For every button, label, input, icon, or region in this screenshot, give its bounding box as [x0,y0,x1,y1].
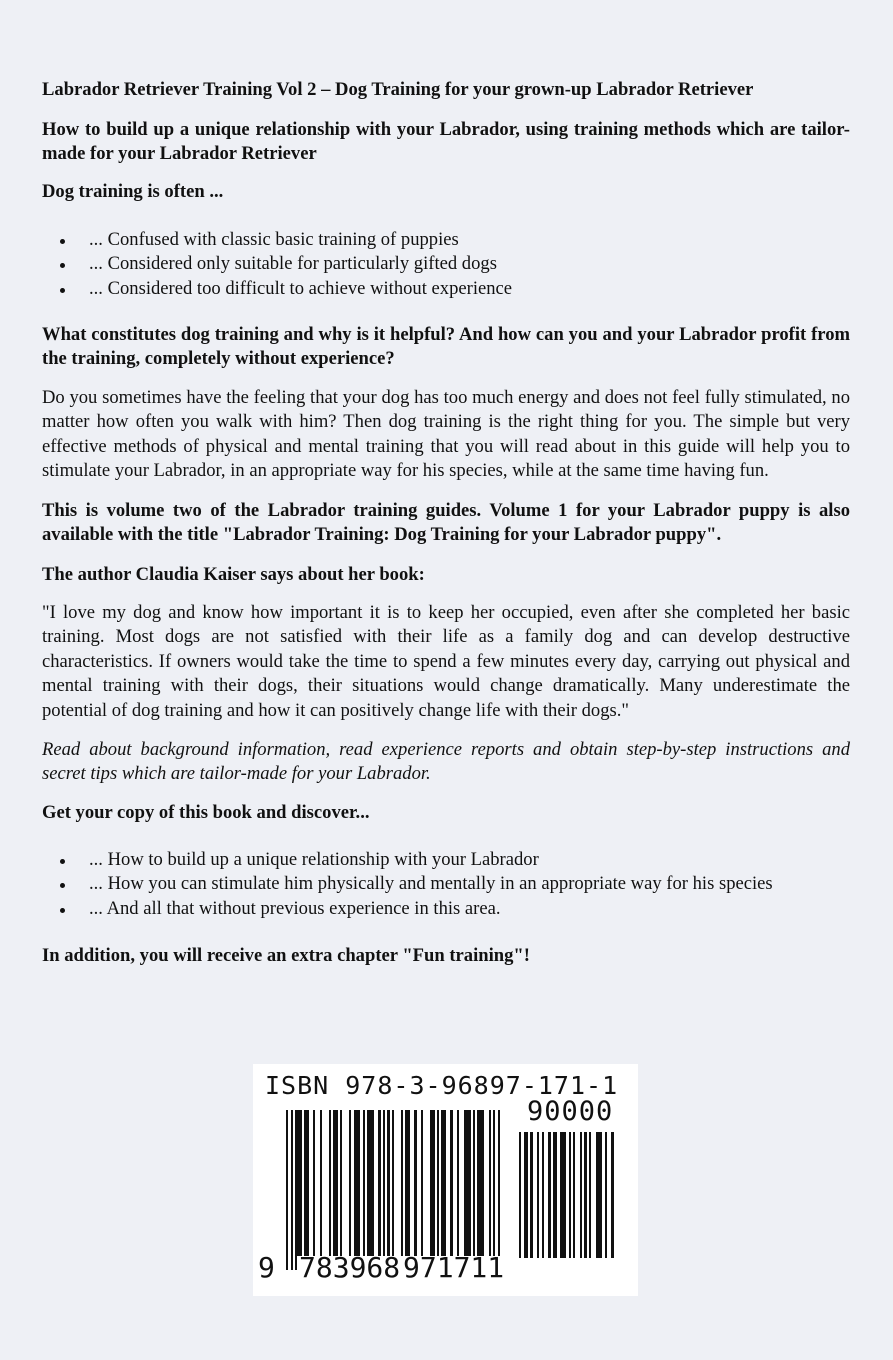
barcode-bar [401,1110,403,1270]
barcode-bar [464,1110,471,1270]
barcode-bar [560,1132,567,1258]
author-quote: "I love my dog and know how important it is to keep her occupied, even after she completed her basic training. Most dogs are not satisfied with their life as a family dog and can develop destructive characteristics. If owners would take the time to spend a few minutes every day, carrying out physical and mental training with their dogs, their situations would change dramatically. Many underestimate the potential of dog training and how it can positively change life with their dogs." [42,602,850,721]
barcode-bar [414,1110,416,1270]
barcode-bar [363,1110,365,1270]
barcode-bar [291,1110,293,1270]
italic-note: Read about background information, read experience reports and obtain step-by-step instructions and secret tips which are tailor-made for your Labrador. [42,739,850,785]
barcode-digits-right: 971711 [403,1251,505,1284]
barcode-bar [378,1110,380,1270]
barcode-bar [569,1132,571,1258]
author-heading: The author Claudia Kaiser says about her book: [42,564,425,585]
barcode-bar [392,1110,394,1270]
barcode-bar [367,1110,374,1270]
isbn-text: ISBN 978-3-96897-171-1 [265,1071,619,1100]
volume-note: This is volume two of the Labrador training guides. Volume 1 for your Labrador puppy is also available with the title "Labrador Training: Dog Training for your Labrador puppy". [42,500,850,546]
barcode-bar [580,1132,582,1258]
body-paragraph: Do you sometimes have the feeling that your dog has too much energy and does not feel fully stimulated, no matter how often you walk with him? Then dog training is the right thing for you. The simple but very effective methods of physical and mental training that you will read about in this guide will help you to stimulate your Labrador, in an appropriate way for his species, while at the same time having fun. [42,387,850,482]
barcode-bar [383,1110,385,1270]
list-item: ... Considered only suitable for particularly gifted dogs [42,252,850,276]
barcode-digits-left: 783968 [299,1251,401,1284]
barcode-bar [498,1110,500,1270]
barcode-bar [349,1110,351,1270]
price-code: 90000 [527,1096,614,1127]
barcode-bar [611,1132,613,1258]
question-heading: What constitutes dog training and why is it helpful? And how can you and your Labrador profit from the training, completely without experience? [42,324,850,370]
barcode-bar [519,1132,521,1258]
barcode-bar [553,1132,558,1258]
barcode-bar [450,1110,452,1270]
intro-bullet-list [42,228,850,301]
barcode-bar [542,1132,544,1258]
discover-bullet-list [42,848,850,921]
subtitle: How to build up a unique relationship with your Labrador, using training methods which are tailor-made for your Labrador Retriever [42,119,850,165]
barcode-bar [329,1110,331,1270]
barcode-bar [286,1110,288,1270]
barcode-bar [605,1132,607,1258]
list-item: ... How you can stimulate him physically and mentally in an appropriate way for his species [42,872,850,896]
barcode-bar [387,1110,389,1270]
barcode-bar [524,1132,529,1258]
barcode-bar [589,1132,591,1258]
barcode-bar [405,1110,410,1270]
barcode-bar [421,1110,423,1270]
list-item: ... How to build up a unique relationship with your Labrador [42,848,850,872]
discover-heading: Get your copy of this book and discover... [42,802,370,823]
barcode-bar [340,1110,342,1270]
barcode-bar [584,1132,586,1258]
barcode-bar [596,1132,603,1258]
intro-heading: Dog training is often ... [42,181,224,202]
barcode-bar [320,1110,322,1270]
barcode-bar [295,1110,302,1270]
barcode-bar [530,1132,532,1258]
barcode-bar [354,1110,361,1270]
barcode-bar [573,1132,575,1258]
barcode-bar [537,1132,539,1258]
isbn-barcode [253,1064,638,1296]
list-item: ... Considered too difficult to achieve without experience [42,277,850,301]
book-title: Labrador Retriever Training Vol 2 – Dog Training for your grown-up Labrador Retriever [42,79,754,100]
barcode-bar [493,1110,495,1270]
barcode-bar [457,1110,459,1270]
barcode-bar [477,1110,484,1270]
barcode-digit-first: 9 [258,1251,275,1284]
barcode-bar [304,1110,309,1270]
barcode-bars-main [286,1110,501,1270]
barcode-bar [333,1110,338,1270]
bonus-note: In addition, you will receive an extra chapter "Fun training"! [42,945,530,966]
list-item: ... Confused with classic basic training of puppies [42,228,850,252]
barcode-bar [430,1110,435,1270]
barcode-bar [473,1110,475,1270]
barcode-bar [437,1110,439,1270]
barcode-bar [441,1110,446,1270]
barcode-bar [489,1110,491,1270]
barcode-bars-addon [519,1132,627,1258]
list-item: ... And all that without previous experience in this area. [42,897,850,921]
barcode-bar [548,1132,550,1258]
barcode-bar [313,1110,315,1270]
